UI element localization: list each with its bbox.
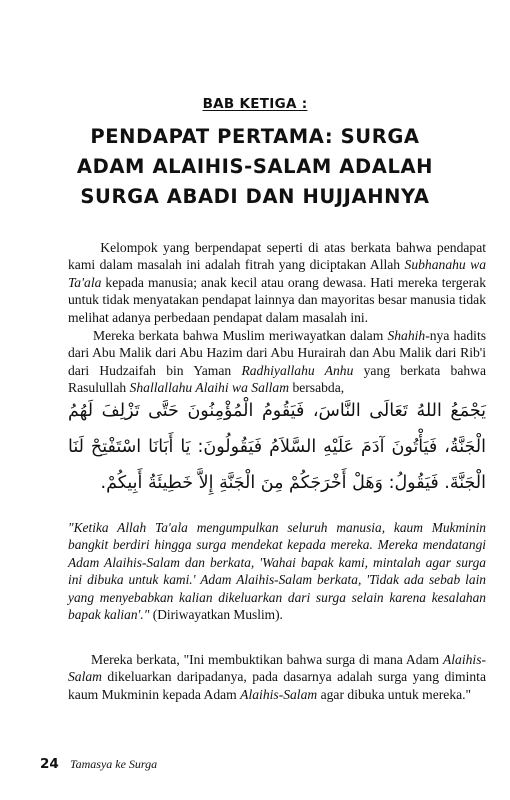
paragraph-2 bbox=[68, 327, 486, 397]
chapter-title-line: SURGA ABADI DAN HUJJAHNYA bbox=[80, 185, 430, 208]
chapter-label: BAB KETIGA : bbox=[202, 96, 308, 112]
chapter-title-line: ADAM ALAIHIS-SALAM ADALAH bbox=[76, 155, 434, 178]
text-run: Mereka berkata, "Ini membuktikan bahwa surga di mana Adam bbox=[91, 652, 443, 667]
hadith-source: (Diriwayatkan Muslim). bbox=[149, 607, 283, 623]
text-run: kepada manusia; anak kecil atau orang dewasa. Hati mereka tergerak untuk tidak menyatakan pendapat lainnya dan mayoritas besar manusia tidak melihat adanya perbedaan pendapat dalam masalah ini. bbox=[68, 274, 486, 325]
paragraph-1 bbox=[68, 239, 486, 326]
arabic-hadith: يَجْمَعُ اللهُ تَعَالَى النَّاسَ، فَيَقُومُ الْمُؤْمِنُونَ حَتَّى تَزْلِفَ لَهُمُ الْجَنَّةُ، فَيَأْتُونَ آدَمَ عَلَيْهِ السَّلاَمُ فَيَقُولُونَ: يَا أَبَانَا اسْتَفْتِحْ لَنَا الْجَنَّةَ. فَيَقُولُ: وَهَلْ أَخْرَجَكُمْ مِنَ الْجَنَّةِ إِلاَّ خَطِيئَةُ أَبِيكُمْ. bbox=[68, 401, 486, 493]
text-run: -nya hadits dari Abu Malik dari Abu Hazim dari Abu Hurairah dan Abu Malik dari Rib'i dari Hudzaifah bin Yaman bbox=[68, 328, 487, 378]
text-run: dikeluarkan daripadanya, pada dasarnya adalah surga yang diminta kaum Mukminin kepada Adam bbox=[68, 669, 486, 702]
text-run: bersabda, bbox=[289, 380, 345, 396]
text-run: Kelompok yang berpendapat seperti di atas berkata bahwa pendapat kami dalam masalah ini adalah fitrah yang diciptakan Allah bbox=[68, 240, 487, 273]
text-run-italic: Shahih bbox=[387, 328, 426, 343]
text-run: agar dibuka untuk mereka." bbox=[317, 686, 472, 702]
text-run-italic: Shallallahu Alaihi wa Sallam bbox=[129, 380, 290, 396]
text-run: Mereka berkata bahwa Muslim meriwayatkan dalam bbox=[92, 328, 388, 343]
page-footer bbox=[40, 756, 157, 772]
book-title: Tamasya ke Surga bbox=[70, 757, 158, 771]
chapter-title-line: PENDAPAT PERTAMA: SURGA bbox=[90, 125, 420, 148]
text-run-italic: Alaihis-Salam bbox=[68, 652, 487, 685]
paragraph-3 bbox=[68, 651, 486, 703]
chapter-title bbox=[40, 122, 470, 212]
text-run-italic: Alaihis-Salam bbox=[240, 686, 318, 702]
translation-text: "Ketika Allah Ta'ala mengumpulkan seluruh manusia, kaum Mukminin bangkit berdiri hingga surga mendekat kepada mereka. Mereka mendatangi Adam Alaihis-Salam dan berkata, 'Wahai bapak kami, mintalah agar surga ini dibuka untuk kami.' Adam Alaihis-Salam berkata, 'Tidak ada sebab lain yang menyebabkan kalian dikeluarkan dari surga selain karena kesalahan bapak kalian'." bbox=[68, 520, 486, 623]
text-run: yang berkata bahwa Rasulullah bbox=[68, 362, 486, 396]
text-run-italic: Subhanahu wa Ta'ala bbox=[68, 257, 486, 290]
hadith-translation bbox=[68, 519, 486, 623]
page-number: 24 bbox=[40, 756, 59, 772]
text-run-italic: Radhiyallahu Anhu bbox=[241, 362, 354, 378]
